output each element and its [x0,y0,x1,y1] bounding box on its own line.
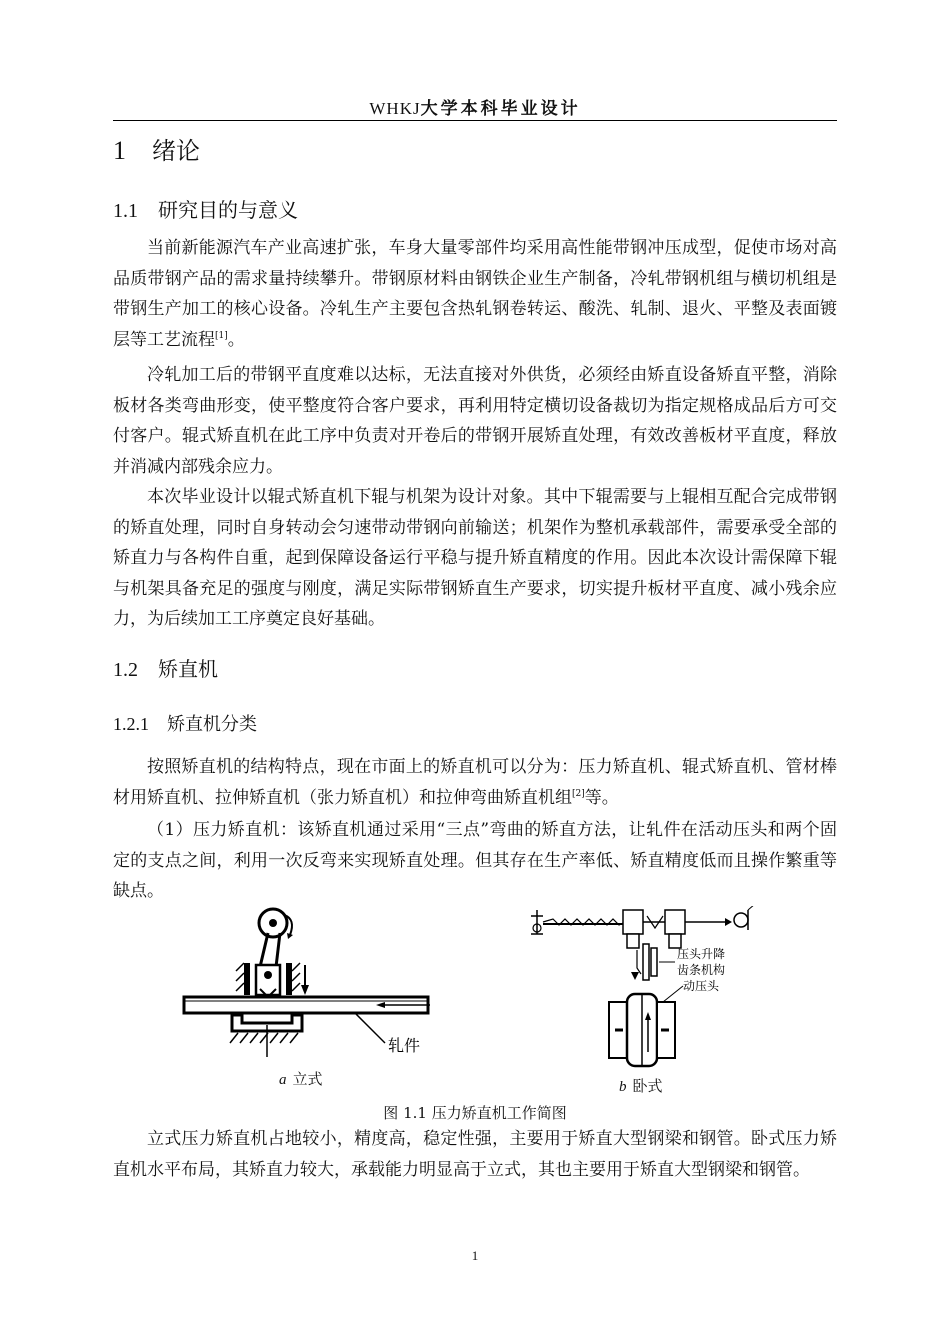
paragraph-text: 按照矫直机的结构特点，现在市面上的矫直机可以分为：压力矫直机、辊式矫直机、管材棒材用矫直机、拉伸矫直机（张力矫直机）和拉伸弯曲矫直机组 [113,757,837,808]
page-number: 1 [471,1248,479,1263]
figure-b-label-2: 齿条机构 [677,963,726,977]
figure-b-caption [619,1075,663,1096]
paragraph-3: 本次毕业设计以辊式矫直机下辊与机架为设计对象。其中下辊需要与上辊相互配合完成带钢的矫直处理，同时自身转动会匀速带动带钢向前输送；机架作为整机承载部件，需要承受全部的矫直力与各构件自重，起到保障设备运行平稳与提升矫直精度的作用。因此本次设计需保障下辊与机架具备充足的强度与刚度，满足实际带钢矫直生产要求，切实提升板材平直度、减小残余应力，为后续加工工序奠定良好基础。 [113,487,837,629]
section-heading-1-1 [113,194,298,223]
header-rule [113,120,837,121]
paragraph-5: （1）压力矫直机：该矫直机通过采用“三点”弯曲的矫直方法，让轧件在活动压头和两个固定的支点之间，利用一次反弯来实现矫直处理。但其存在生产率低、矫直精度低而且操作繁重等缺点。 [113,820,837,901]
chapter-number: 1 [113,136,126,165]
paragraph-end: 。 [227,329,245,350]
figure-vertical-press [180,905,435,1065]
figure-a-caption [279,1068,323,1089]
citation-ref: [2] [572,788,585,799]
section-title: 研究目的与意义 [158,198,298,222]
section-number: 1.2 [113,659,138,681]
page-header [113,94,837,120]
figure-a-label: 轧件 [388,1036,421,1055]
citation-ref: [1] [215,330,228,341]
chapter-heading [113,131,200,166]
paragraph-4 [113,752,837,813]
section-title: 矫直机 [158,657,218,681]
figure-horizontal-press [525,906,770,1076]
figure-caption: 图 1.1 压力矫直机工作简图 [383,1104,567,1122]
header-title: 大学本科毕业设计 [420,99,581,119]
paragraph-text: 当前新能源汽车产业高速扩张，车身大量零部件均采用高性能带钢冲压成型，促使市场对高品质带钢产品的需求量持续攀升。带钢原材料由钢铁企业生产制备，冷轧带钢机组与横切机组是带钢生产加工的核心设备。冷轧生产主要包含热轧钢卷转运、酸洗、轧制、退火、平整及表面镀层等工艺流程 [113,238,837,350]
header-brand: WHKJ [369,99,421,118]
figure-a-text: 立式 [292,1072,323,1088]
figure-b-text: 卧式 [632,1079,663,1095]
figure-a-letter: a [279,1072,287,1088]
chapter-title: 绪论 [152,137,200,165]
figure-b-label-3: 动压头 [683,979,720,993]
paragraph-6: 立式压力矫直机占地较小，精度高，稳定性强，主要用于矫直大型钢梁和钢管。卧式压力矫直机水平布局，其矫直力较大，承载能力明显高于立式，其也主要用于矫直大型钢梁和钢管。 [113,1129,837,1180]
figure-b-label-1: 压头升降 [677,947,726,961]
paragraph-1 [113,233,837,355]
subsection-heading-1-2-1 [113,710,257,736]
paragraph-2: 冷轧加工后的带钢平直度难以达标，无法直接对外供货，必须经由矫直设备矫直平整，消除板材各类弯曲形变，使平整度符合客户要求，再利用特定横切设备裁切为指定规格成品后方可交付客户。辊式矫直机在此工序中负责对开卷后的带钢开展矫直处理，有效改善板材平直度，释放并消减内部残余应力。 [113,365,837,477]
section-heading-1-2 [113,653,218,682]
paragraph-end: 等。 [584,787,619,808]
subsection-number: 1.2.1 [113,714,149,734]
subsection-title: 矫直机分类 [167,714,257,735]
section-number: 1.1 [113,200,138,222]
figure-b-letter: b [619,1079,627,1095]
